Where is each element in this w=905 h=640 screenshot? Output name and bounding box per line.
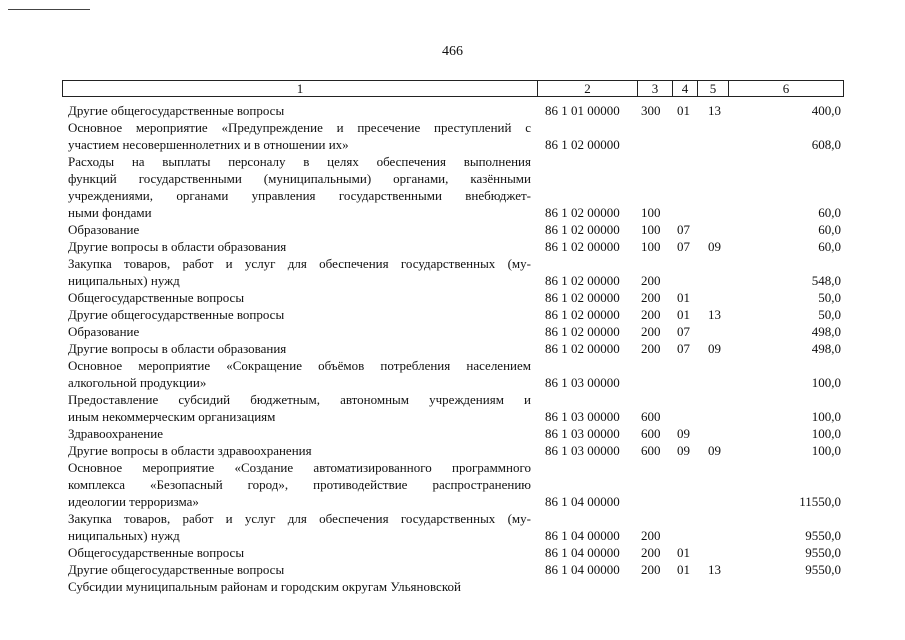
amount-cell: 50,0 (818, 290, 841, 305)
description-line: Основное мероприятие «Создание автоматизированного программного (68, 460, 531, 475)
amount-cell: 60,0 (818, 205, 841, 220)
amount-cell: 100,0 (811, 443, 841, 458)
description-line: Другие вопросы в области образования (68, 341, 287, 356)
expense-type-cell: 600 (641, 426, 661, 441)
amount-cell: 548,0 (811, 273, 841, 288)
expense-type-cell: 100 (641, 239, 661, 254)
amount-cell: 498,0 (811, 324, 841, 339)
budget-code-cell: 86 1 02 00000 (545, 307, 620, 322)
row-description (68, 425, 531, 442)
section-cell: 01 (677, 545, 690, 560)
budget-code-cell: 86 1 02 00000 (545, 290, 620, 305)
description-line: алкогольной продукции» (68, 375, 207, 390)
table-row (0, 425, 905, 442)
budget-code-cell: 86 1 02 00000 (545, 222, 620, 237)
description-line: Общегосударственные вопросы (68, 290, 245, 305)
subsection-cell: 09 (708, 239, 721, 254)
table-row (0, 306, 905, 323)
table-row (0, 544, 905, 561)
subsection-cell: 13 (708, 562, 721, 577)
amount-cell: 100,0 (811, 375, 841, 390)
table-row (0, 510, 905, 544)
description-line: ниципальных) нужд (68, 528, 180, 543)
table-row (0, 323, 905, 340)
header-col-5: 5 (709, 81, 717, 96)
table-row (0, 255, 905, 289)
budget-code-cell: 86 1 03 00000 (545, 443, 620, 458)
budget-code-cell: 86 1 03 00000 (545, 409, 620, 424)
expense-type-cell: 200 (641, 290, 661, 305)
subsection-cell: 09 (708, 443, 721, 458)
subsection-cell: 09 (708, 341, 721, 356)
description-line: идеологии терроризма» (68, 494, 199, 509)
table-row (0, 340, 905, 357)
description-line: Другие вопросы в области образования (68, 239, 287, 254)
table-row (0, 578, 905, 595)
table-row (0, 459, 905, 510)
section-cell: 09 (677, 443, 690, 458)
section-cell: 07 (677, 341, 690, 356)
budget-code-cell: 86 1 02 00000 (545, 341, 620, 356)
header-col-6: 6 (782, 81, 790, 96)
row-description (68, 510, 531, 544)
table-row (0, 357, 905, 391)
description-line: участием несовершеннолетних и в отношении их» (68, 137, 349, 152)
row-description (68, 578, 531, 595)
amount-cell: 60,0 (818, 222, 841, 237)
amount-cell: 11550,0 (799, 494, 841, 509)
table-row (0, 442, 905, 459)
row-description (68, 340, 531, 357)
budget-code-cell: 86 1 01 00000 (545, 103, 620, 118)
description-line: учреждениями, органами управления государственными внебюджет- (68, 188, 531, 203)
description-line: Основное мероприятие «Предупреждение и пресечение преступлений с (68, 120, 531, 135)
table-row (0, 561, 905, 578)
section-cell: 07 (677, 324, 690, 339)
expense-type-cell: 600 (641, 443, 661, 458)
row-description (68, 459, 531, 510)
budget-code-cell: 86 1 02 00000 (545, 239, 620, 254)
table-row (0, 119, 905, 153)
header-col-2: 2 (584, 81, 591, 96)
amount-cell: 498,0 (811, 341, 841, 356)
table-row (0, 153, 905, 221)
row-description (68, 561, 531, 578)
amount-cell: 100,0 (811, 409, 841, 424)
budget-code-cell: 86 1 04 00000 (545, 528, 620, 543)
description-line: Расходы на выплаты персоналу в целях обеспечения выполнения (68, 154, 531, 169)
description-line: Другие общегосударственные вопросы (68, 307, 285, 322)
header-col-3: 3 (651, 81, 659, 96)
row-description (68, 238, 531, 255)
amount-cell: 100,0 (811, 426, 841, 441)
budget-code-cell: 86 1 04 00000 (545, 494, 620, 509)
description-line: ными фондами (68, 205, 152, 220)
row-description (68, 357, 531, 391)
amount-cell: 60,0 (818, 239, 841, 254)
description-line: Другие общегосударственные вопросы (68, 103, 285, 118)
row-description (68, 544, 531, 561)
table-row (0, 391, 905, 425)
budget-code-cell: 86 1 02 00000 (545, 324, 620, 339)
row-description (68, 119, 531, 153)
budget-code-cell: 86 1 04 00000 (545, 562, 620, 577)
section-cell: 09 (677, 426, 690, 441)
table-row (0, 102, 905, 119)
section-cell: 01 (677, 103, 690, 118)
budget-code-cell: 86 1 03 00000 (545, 426, 620, 441)
expense-type-cell: 200 (641, 545, 661, 560)
budget-code-cell: 86 1 03 00000 (545, 375, 620, 390)
budget-code-cell: 86 1 02 00000 (545, 273, 620, 288)
amount-cell: 9550,0 (805, 545, 841, 560)
header-col-1: 1 (296, 81, 304, 96)
description-line: ниципальных) нужд (68, 273, 180, 288)
row-description (68, 306, 531, 323)
description-line: иным некоммерческим организациям (68, 409, 276, 424)
description-line: Другие общегосударственные вопросы (68, 562, 285, 577)
section-cell: 07 (677, 239, 690, 254)
row-description (68, 289, 531, 306)
row-description (68, 391, 531, 425)
expense-type-cell: 200 (641, 273, 661, 288)
budget-code-cell: 86 1 04 00000 (545, 545, 620, 560)
amount-cell: 400,0 (811, 103, 841, 118)
row-description (68, 255, 531, 289)
subsection-cell: 13 (708, 307, 721, 322)
expense-type-cell: 300 (641, 103, 661, 118)
row-description (68, 323, 531, 340)
section-cell: 01 (677, 290, 690, 305)
description-line: Субсидии муниципальным районам и городским округам Ульяновской (68, 579, 461, 594)
description-line: Предоставление субсидий бюджетным, автономным учреждениям и (68, 392, 531, 407)
description-line: Образование (68, 222, 140, 237)
section-cell: 07 (677, 222, 690, 237)
amount-cell: 9550,0 (805, 562, 841, 577)
table-row (0, 238, 905, 255)
description-line: Общегосударственные вопросы (68, 545, 245, 560)
budget-code-cell: 86 1 02 00000 (545, 137, 620, 152)
section-cell: 01 (677, 307, 690, 322)
description-line: Образование (68, 324, 140, 339)
description-line: Закупка товаров, работ и услуг для обеспечения государственных (му- (68, 511, 531, 526)
amount-cell: 608,0 (811, 137, 841, 152)
description-line: Другие вопросы в области здравоохранения (68, 443, 312, 458)
description-line: Здравоохранение (68, 426, 163, 441)
row-description (68, 221, 531, 238)
description-line: Закупка товаров, работ и услуг для обеспечения государственных (му- (68, 256, 531, 271)
row-description (68, 442, 531, 459)
table-row (0, 221, 905, 238)
description-line: Основное мероприятие «Сокращение объёмов потребления населением (68, 358, 531, 373)
expense-type-cell: 100 (641, 222, 661, 237)
row-description (68, 102, 531, 119)
expense-type-cell: 100 (641, 205, 661, 220)
table-row (0, 289, 905, 306)
section-cell: 01 (677, 562, 690, 577)
page-number: 466 (442, 44, 463, 59)
expense-type-cell: 200 (641, 341, 661, 356)
header-col-4: 4 (681, 81, 689, 96)
amount-cell: 50,0 (818, 307, 841, 322)
description-line: комплекса «Безопасный город», противодействие распространению (68, 477, 531, 492)
row-description (68, 153, 531, 221)
amount-cell: 9550,0 (805, 528, 841, 543)
expense-type-cell: 200 (641, 528, 661, 543)
expense-type-cell: 200 (641, 324, 661, 339)
expense-type-cell: 200 (641, 562, 661, 577)
description-line: функций государственными (муниципальными) органами, казёнными (68, 171, 531, 186)
budget-code-cell: 86 1 02 00000 (545, 205, 620, 220)
subsection-cell: 13 (708, 103, 721, 118)
expense-type-cell: 600 (641, 409, 661, 424)
expense-type-cell: 200 (641, 307, 661, 322)
